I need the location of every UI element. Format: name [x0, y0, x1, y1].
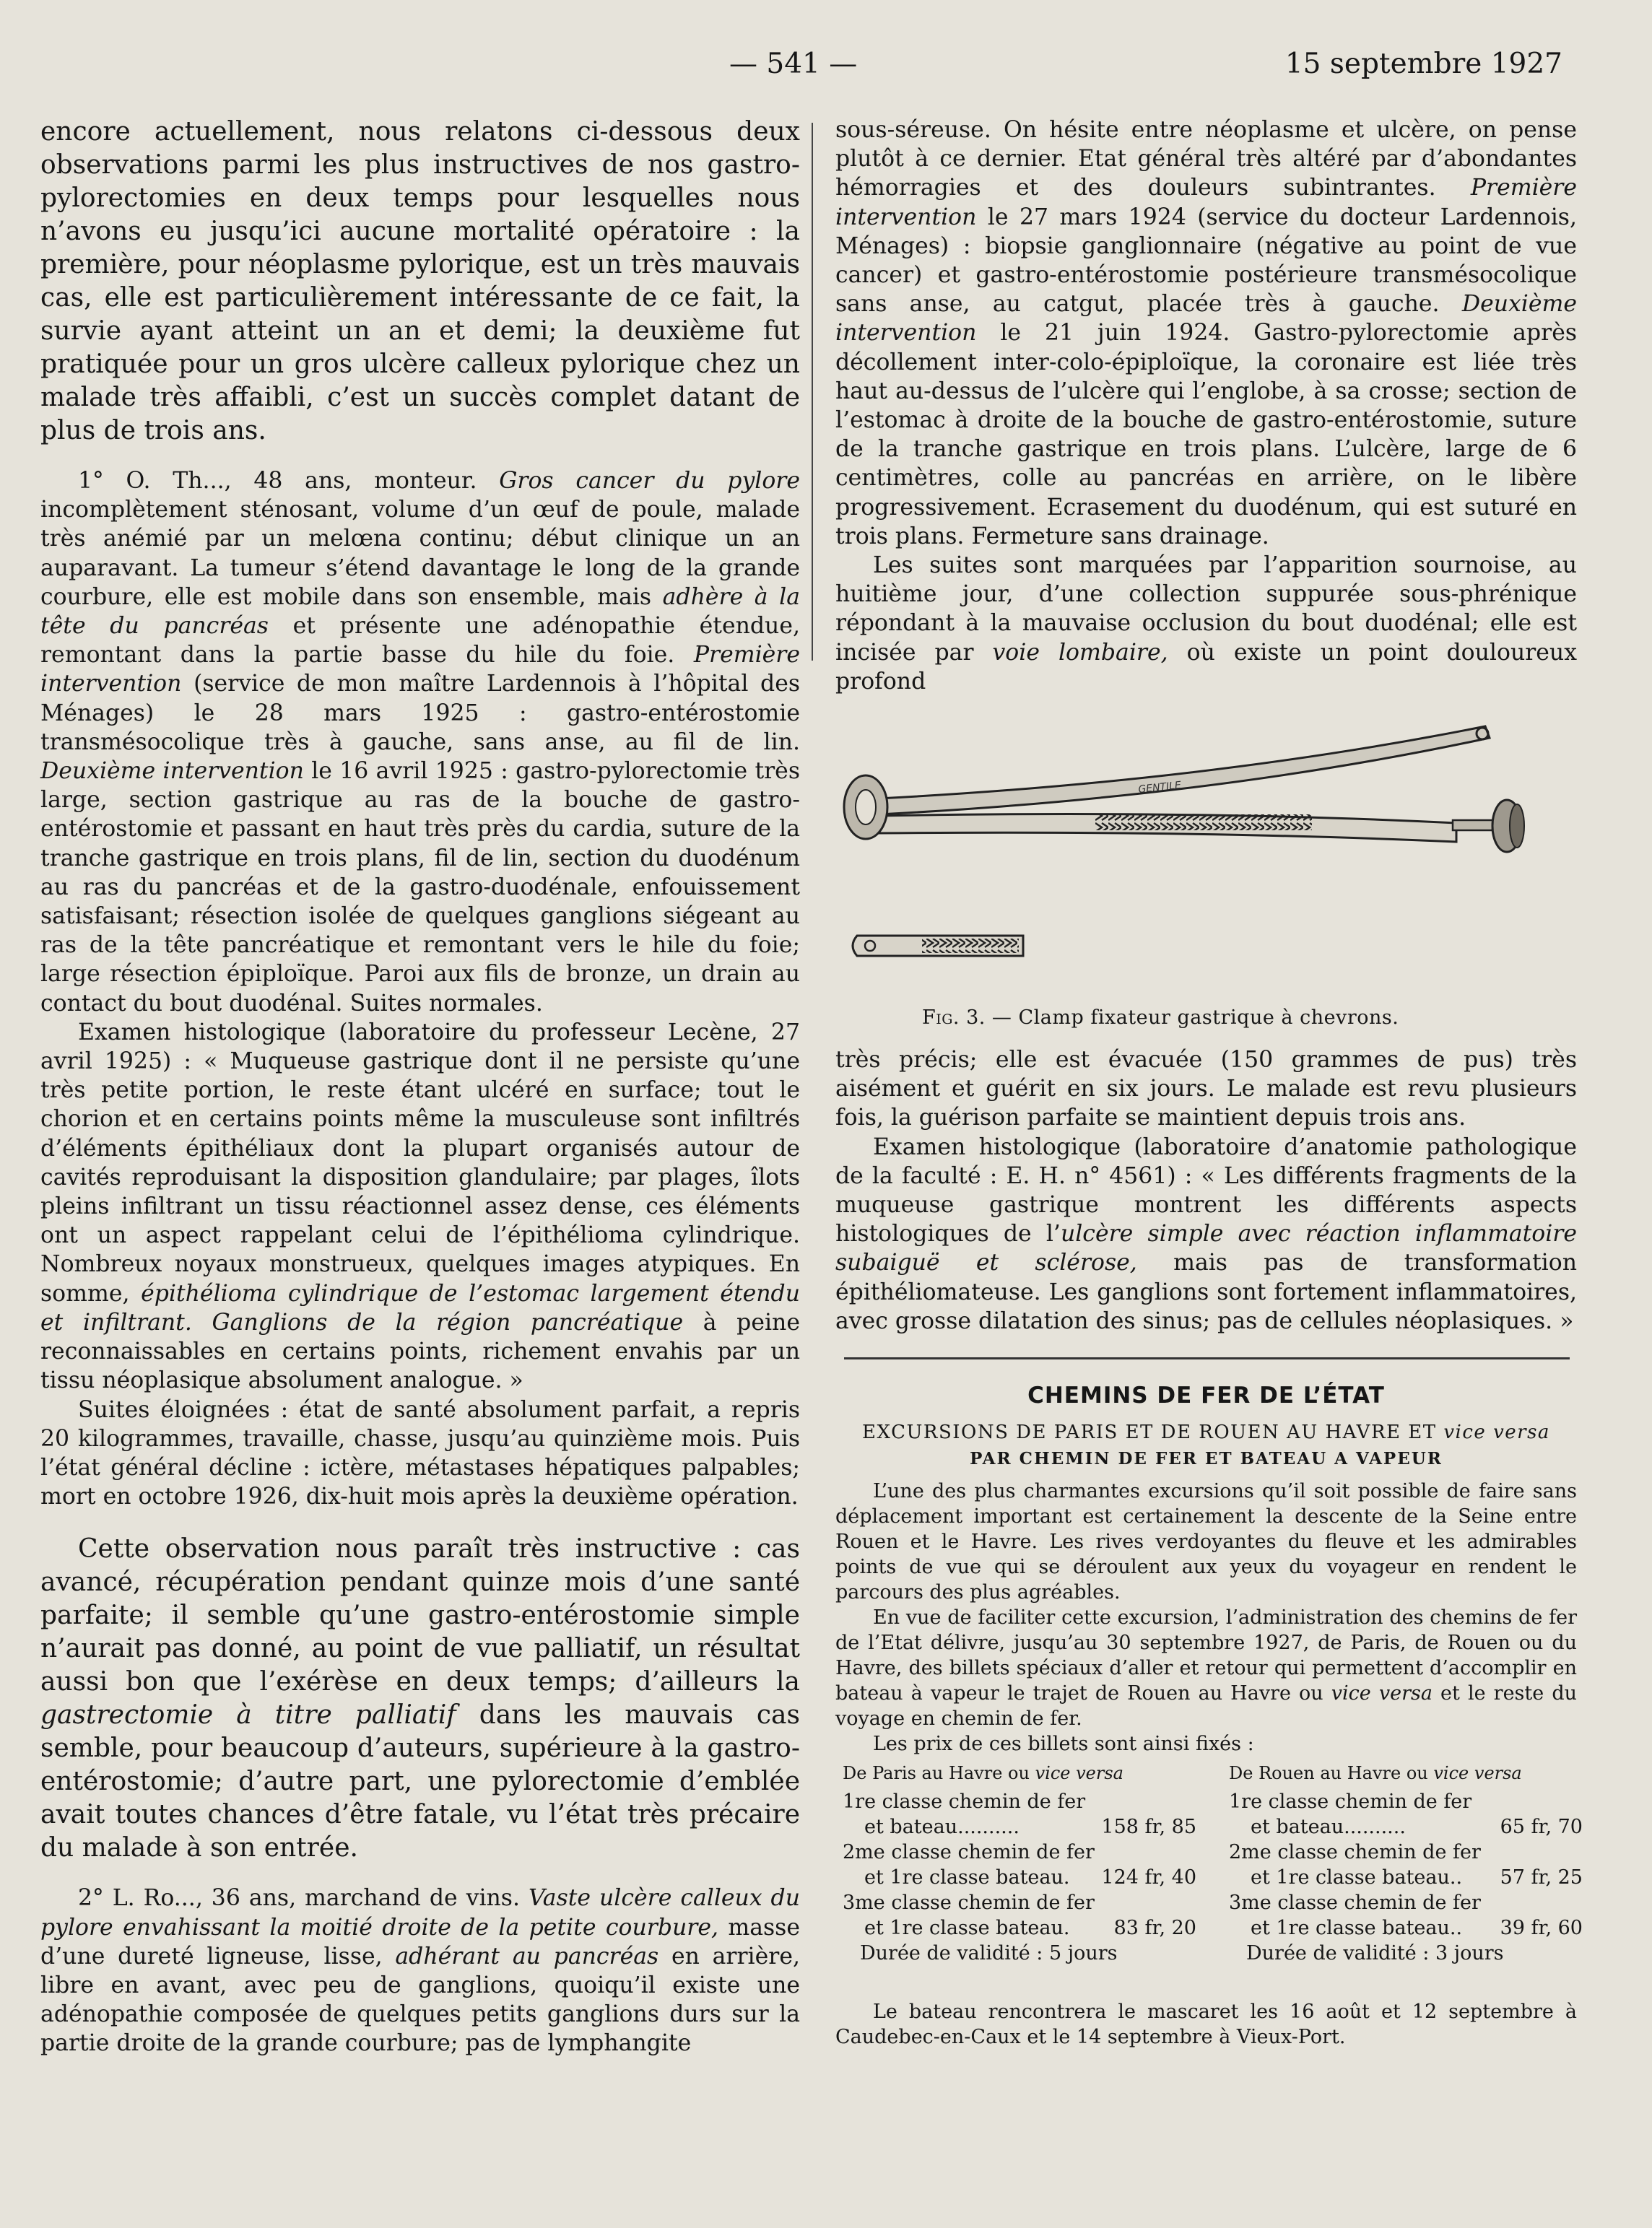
price-label: et bateau.......... [1251, 1816, 1406, 1839]
page-header [0, 48, 1652, 91]
price-label: Durée de validité : 5 jours [860, 1942, 1118, 1965]
price-label: 3me classe chemin de fer [1229, 1892, 1481, 1915]
histology-2 [835, 1133, 1577, 1336]
text-run: et présente une adénopathie étendue, remontant dans la partie basse du hile du foie. [40, 613, 800, 669]
price-row [1229, 1941, 1583, 1966]
price-row [843, 1840, 1196, 1865]
railway-notice [835, 1383, 1583, 2050]
price-column-rouen [1229, 1761, 1583, 1966]
commentary-paragraph [40, 1533, 800, 1865]
text-run: et le reste du voyage en chemin de fer. [835, 1682, 1577, 1731]
price-label: Durée de validité : 3 jours [1246, 1942, 1504, 1965]
price-value: 57 fr, 25 [1500, 1866, 1583, 1889]
text-run: mais pas de transformation épithéliomateuse. Les ganglions sont fortement inflammatoires, avec grosse dilatation des sinus; pas de cellules néoplasiques. » [835, 1250, 1577, 1334]
right-column [835, 116, 1583, 2050]
price-row [843, 1941, 1196, 1966]
price-value: 39 fr, 60 [1500, 1917, 1583, 1940]
text-run: sous-séreuse. On hésite entre néoplasme et ulcère, on pense plutôt à ce dernier. Etat général très altéré par d’abondantes hémorragies et des douleurs subintrantes. [835, 117, 1577, 201]
price-label: 2me classe chemin de fer [843, 1841, 1095, 1864]
figure-3 [835, 706, 1577, 1045]
text-run: en arrière, libre en avant, avec peu de ganglions, quoiqu’il existe une adénopathie composée de quelques petits ganglions durs sur la partie droite de la grande courbure; pas de lymphangite [40, 1943, 800, 2057]
price-head-paris [843, 1761, 1196, 1786]
text-run: 1° O. Th..., 48 ans, monteur. [78, 468, 500, 494]
figure-label: Fig. 3. [922, 1006, 986, 1030]
screw-shaft [1453, 820, 1496, 830]
chevron-teeth [1095, 814, 1312, 830]
price-value: 65 fr, 70 [1500, 1816, 1583, 1839]
clamp-upper-jaw [879, 726, 1490, 814]
notice-paragraph-1: L’une des plus charmantes excursions qu’il soit possible de faire sans déplacement important est certainement la descente de la Seine entre Rouen et le Havre. Les rives verdoyantes du fleuve et les admirables points de vue qui se déroulent aux yeux du voyageur en rendent le parcours des plus agréables. [835, 1480, 1577, 1604]
text-run: Examen histologique (laboratoire du professeur Lecène, 27 avril 1925) : « Muqueuse gastrique dont il ne persiste qu’une très petite portion, le reste étant ulcéré en surface; tout le chorion et en certains points même la musculeuse sont infiltrés d’éléments épithéliaux dont la plupart organisés autour de cavités reproduisant la disposition glandulaire; par plages, îlots pleins infiltrant un tissu réactionnel assez dense, ces éléments ont un aspect rappelant celui de l’épithélioma cylindrique. Nombreux noyaux monstrueux, quelques images atypiques. En somme, [40, 1019, 800, 1307]
notice-paragraph-3: Les prix de ces billets sont ainsi fixés : [873, 1733, 1254, 1756]
page-number: — 541 — [729, 48, 858, 80]
text-run: masse d’une dureté ligneuse, lisse, [40, 1914, 800, 1970]
text-run: dans les mauvais cas semble, pour beaucoup d’auteurs, supérieure à la gastro-entérostomie; d’autre part, une pylorectomie d’emblée avait toutes chances d’être fatale, vu l’état très précaire du malade à son entrée. [40, 1700, 800, 1863]
price-label: et bateau.......... [864, 1816, 1020, 1839]
notice-title: CHEMINS DE FER DE L’ÉTAT [1027, 1383, 1385, 1409]
text-run: Les suites sont marquées par l’apparition sournoise, au huitième jour, d’une collection suppurée sous-phrénique répondant à la mauvaise occlusion du bout duodénal; elle est incisée par [835, 552, 1577, 666]
text-run: le 16 avril 1925 : gastro-pylorectomie très large, section gastrique au ras de la bouche de gastro-entérostomie et passant en haut très près du cardia, suture de la tranche gastrique en trois plans, fil de lin, section du duodénum au ras du pancréas et de la gastro-duodénale, enfouissement satisfaisant; résection isolée de quelques ganglions siégeant au ras de la tête pancréatique et remontant vers le hile du foie; large résection épiploïque. Paroi aux fils de bronze, un drain au contact du bout duodénal. Suites normales. [40, 758, 800, 1017]
price-row [1229, 1890, 1583, 1915]
text-run: le 21 juin 1924. Gastro-pylorectomie après décollement inter-colo-épiploïque, la coronaire est liée très haut au-dessus de l’ulcère qui l’englobe, à sa crosse; section de l’estomac à droite de la bouche de gastro-entérostomie, suture de la tranche gastrique en trois plans. L’ulcère, large de 6 centimètres, colle au pancréas en arrière, on le libère progressivement. Ecrasement du duodénum, qui est suturé en trois plans. Fermeture sans drainage. [835, 320, 1577, 549]
price-label: et 1re classe bateau. [864, 1866, 1070, 1889]
price-row [1229, 1814, 1583, 1840]
observation-2-continued [835, 116, 1577, 551]
engraving-label: GENTILE [1137, 779, 1182, 796]
recovery-paragraph: très précis; elle est évacuée (150 grammes de pus) très aisément et guérit en six jours. Le malade est revu plusieurs fois, la guérison parfaite se maintient depuis trois ans. [835, 1047, 1577, 1131]
italic-run: vice versa [1443, 1422, 1550, 1444]
price-row [843, 1814, 1196, 1840]
price-row [843, 1915, 1196, 1941]
gastric-clamp-illustration [835, 706, 1577, 1002]
italic-run: gastrectomie à titre palliatif [40, 1700, 456, 1731]
text-run: Cette observation nous paraît très instructive : cas avancé, récupération pendant quinze mois d’une santé parfaite; il semble qu’une gastro-entérostomie simple n’aurait pas donné, au point de vue palliatif, un résultat aussi bon que l’exérèse en deux temps; d’ailleurs la [40, 1534, 800, 1697]
price-row [843, 1865, 1196, 1890]
notice-paragraph-2 [835, 1605, 1577, 1731]
observation-2 [40, 1884, 800, 2058]
text-run: De Paris au Havre ou [843, 1763, 1035, 1784]
text-run: à peine reconnaissables en certains points, richement envahis par un tissu néoplasique absolument analogue. » [40, 1309, 800, 1394]
text-run: le 27 mars 1924 (service du docteur Lardennois, Ménages) : biopsie ganglionnaire (négative au point de vue cancer) et gastro-entérostomie postérieure transmésocolique sans anse, au catgut, placée très à gauche. [835, 204, 1577, 318]
price-head-rouen [1229, 1761, 1583, 1786]
text-run: EXCURSIONS DE PARIS ET DE ROUEN AU HAVRE ET [862, 1422, 1444, 1444]
price-value: 124 fr, 40 [1101, 1866, 1196, 1889]
text-run: incomplètement sténosant, volume d’un œuf de poule, malade très anémié par un melœna continu; début clinique un an auparavant. La tumeur s’étend davantage le long de la grande courbure, elle est mobile dans son ensemble, mais [40, 497, 800, 610]
column-divider [812, 123, 813, 661]
price-label: et 1re classe bateau. [864, 1917, 1070, 1940]
text-run: (service de mon maître Lardennois à l’hôpital des Ménages) le 28 mars 1925 : gastro-entérostomie transmésocolique très à gauche, sans anse, au fil de lin. [40, 671, 800, 755]
italic-run: Deuxième intervention [835, 291, 1577, 347]
italic-run: Deuxième intervention [40, 758, 304, 785]
price-row [1229, 1789, 1583, 1814]
italic-run: Vaste ulcère calleux du pylore envahissant la moitié droite de la petite courbure, [40, 1885, 801, 1941]
price-label: et 1re classe bateau.. [1251, 1917, 1463, 1940]
italic-run: Gros cancer du pylore [499, 468, 801, 494]
price-column-paris [843, 1761, 1196, 1966]
text-run: En vue de faciliter cette excursion, l’administration des chemins de fer de l’Etat délivre, jusqu’au 30 septembre 1927, de Paris, de Rouen ou du Havre, des billets spéciaux d’aller et retour qui permettent d’accomplir en bateau à vapeur le trajet de Rouen au Havre ou [835, 1606, 1577, 1705]
left-column [40, 116, 800, 2058]
italic-run: vice versa [1433, 1763, 1522, 1784]
price-row [1229, 1865, 1583, 1890]
issue-date: 15 septembre 1927 [1284, 48, 1562, 80]
text-run: où existe un point douloureux profond [835, 639, 1577, 695]
price-row [1229, 1915, 1583, 1941]
italic-run: Première intervention [835, 175, 1577, 230]
price-value: 158 fr, 85 [1101, 1816, 1196, 1839]
italic-run: ulcère simple avec réaction inflammatoire subaiguë et sclérose, [835, 1221, 1578, 1276]
price-row [1229, 1840, 1583, 1865]
italic-run: adhère à la tête du pancréas [40, 583, 801, 640]
italic-run: Première intervention [40, 642, 800, 697]
italic-run: épithélioma cylindrique de l’estomac largement étendu et infiltrant. Ganglions de la région pancréatique [40, 1280, 800, 1336]
text-run: De Rouen au Havre ou [1229, 1763, 1434, 1784]
price-label: 1re classe chemin de fer [1229, 1790, 1472, 1814]
price-value: 83 fr, 20 [1113, 1917, 1196, 1940]
observation-1 [40, 466, 800, 1018]
figure-caption [922, 1006, 1399, 1029]
intro-paragraph: encore actuellement, nous relatons ci-dessous deux observations parmi les plus instructives de nos gastro-pylorectomies en deux temps pour lesquelles nous n’avons eu jusqu’ici aucune mortalité opératoire : la première, pour néoplasme pylorique, est un très mauvais cas, elle est particulièrement intéressante de ce fait, la survie ayant atteint un an et demi; la deuxième fut pratiquée pour un gros ulcère calleux pylorique chez un malade très affaibli, c’est un succès complet datant de plus de trois ans. [40, 117, 800, 445]
italic-run: adhérant au pancréas [395, 1943, 659, 1970]
section-rule [844, 1357, 1570, 1359]
text-run: 2° L. Ro..., 36 ans, marchand de vins. [78, 1885, 529, 1912]
price-label: 3me classe chemin de fer [843, 1892, 1095, 1915]
text-run: Examen histologique (laboratoire d’anatomie pathologique de la faculté : E. H. n° 4561) : « Les différents fragments de la muqueuse gastrique montrent les différents aspects histologiques de l’ [835, 1133, 1577, 1248]
price-table [835, 1761, 1583, 1999]
price-label: et 1re classe bateau.. [1251, 1866, 1463, 1889]
price-label: 2me classe chemin de fer [1229, 1841, 1481, 1864]
price-label: 1re classe chemin de fer [843, 1790, 1086, 1814]
italic-run: voie lombaire, [992, 639, 1168, 666]
notice-subtitle-2: PAR CHEMIN DE FER ET BATEAU A VAPEUR [970, 1449, 1443, 1469]
italic-run: vice versa [1331, 1682, 1433, 1705]
notice-closing: Le bateau rencontrera le mascaret les 16 août et 12 septembre à Caudebec-en-Caux et le 14 septembre à Vieux-Port. [835, 2001, 1577, 2049]
price-row [843, 1890, 1196, 1915]
italic-run: vice versa [1035, 1763, 1123, 1784]
late-outcome-1: Suites éloignées : état de santé absolument parfait, a repris 20 kilogrammes, travaille, chasse, jusqu’au quinzième mois. Puis l’état général décline : ictère, métastases hépatiques palpables; mort en octobre 1926, dix-huit mois après la deuxième opération. [40, 1396, 800, 1510]
price-row [843, 1789, 1196, 1814]
notice-subtitle [835, 1422, 1577, 1443]
postoperative-course [835, 551, 1577, 696]
histology-1 [40, 1018, 800, 1396]
caption-text: — Clamp fixateur gastrique à chevrons. [985, 1006, 1399, 1030]
